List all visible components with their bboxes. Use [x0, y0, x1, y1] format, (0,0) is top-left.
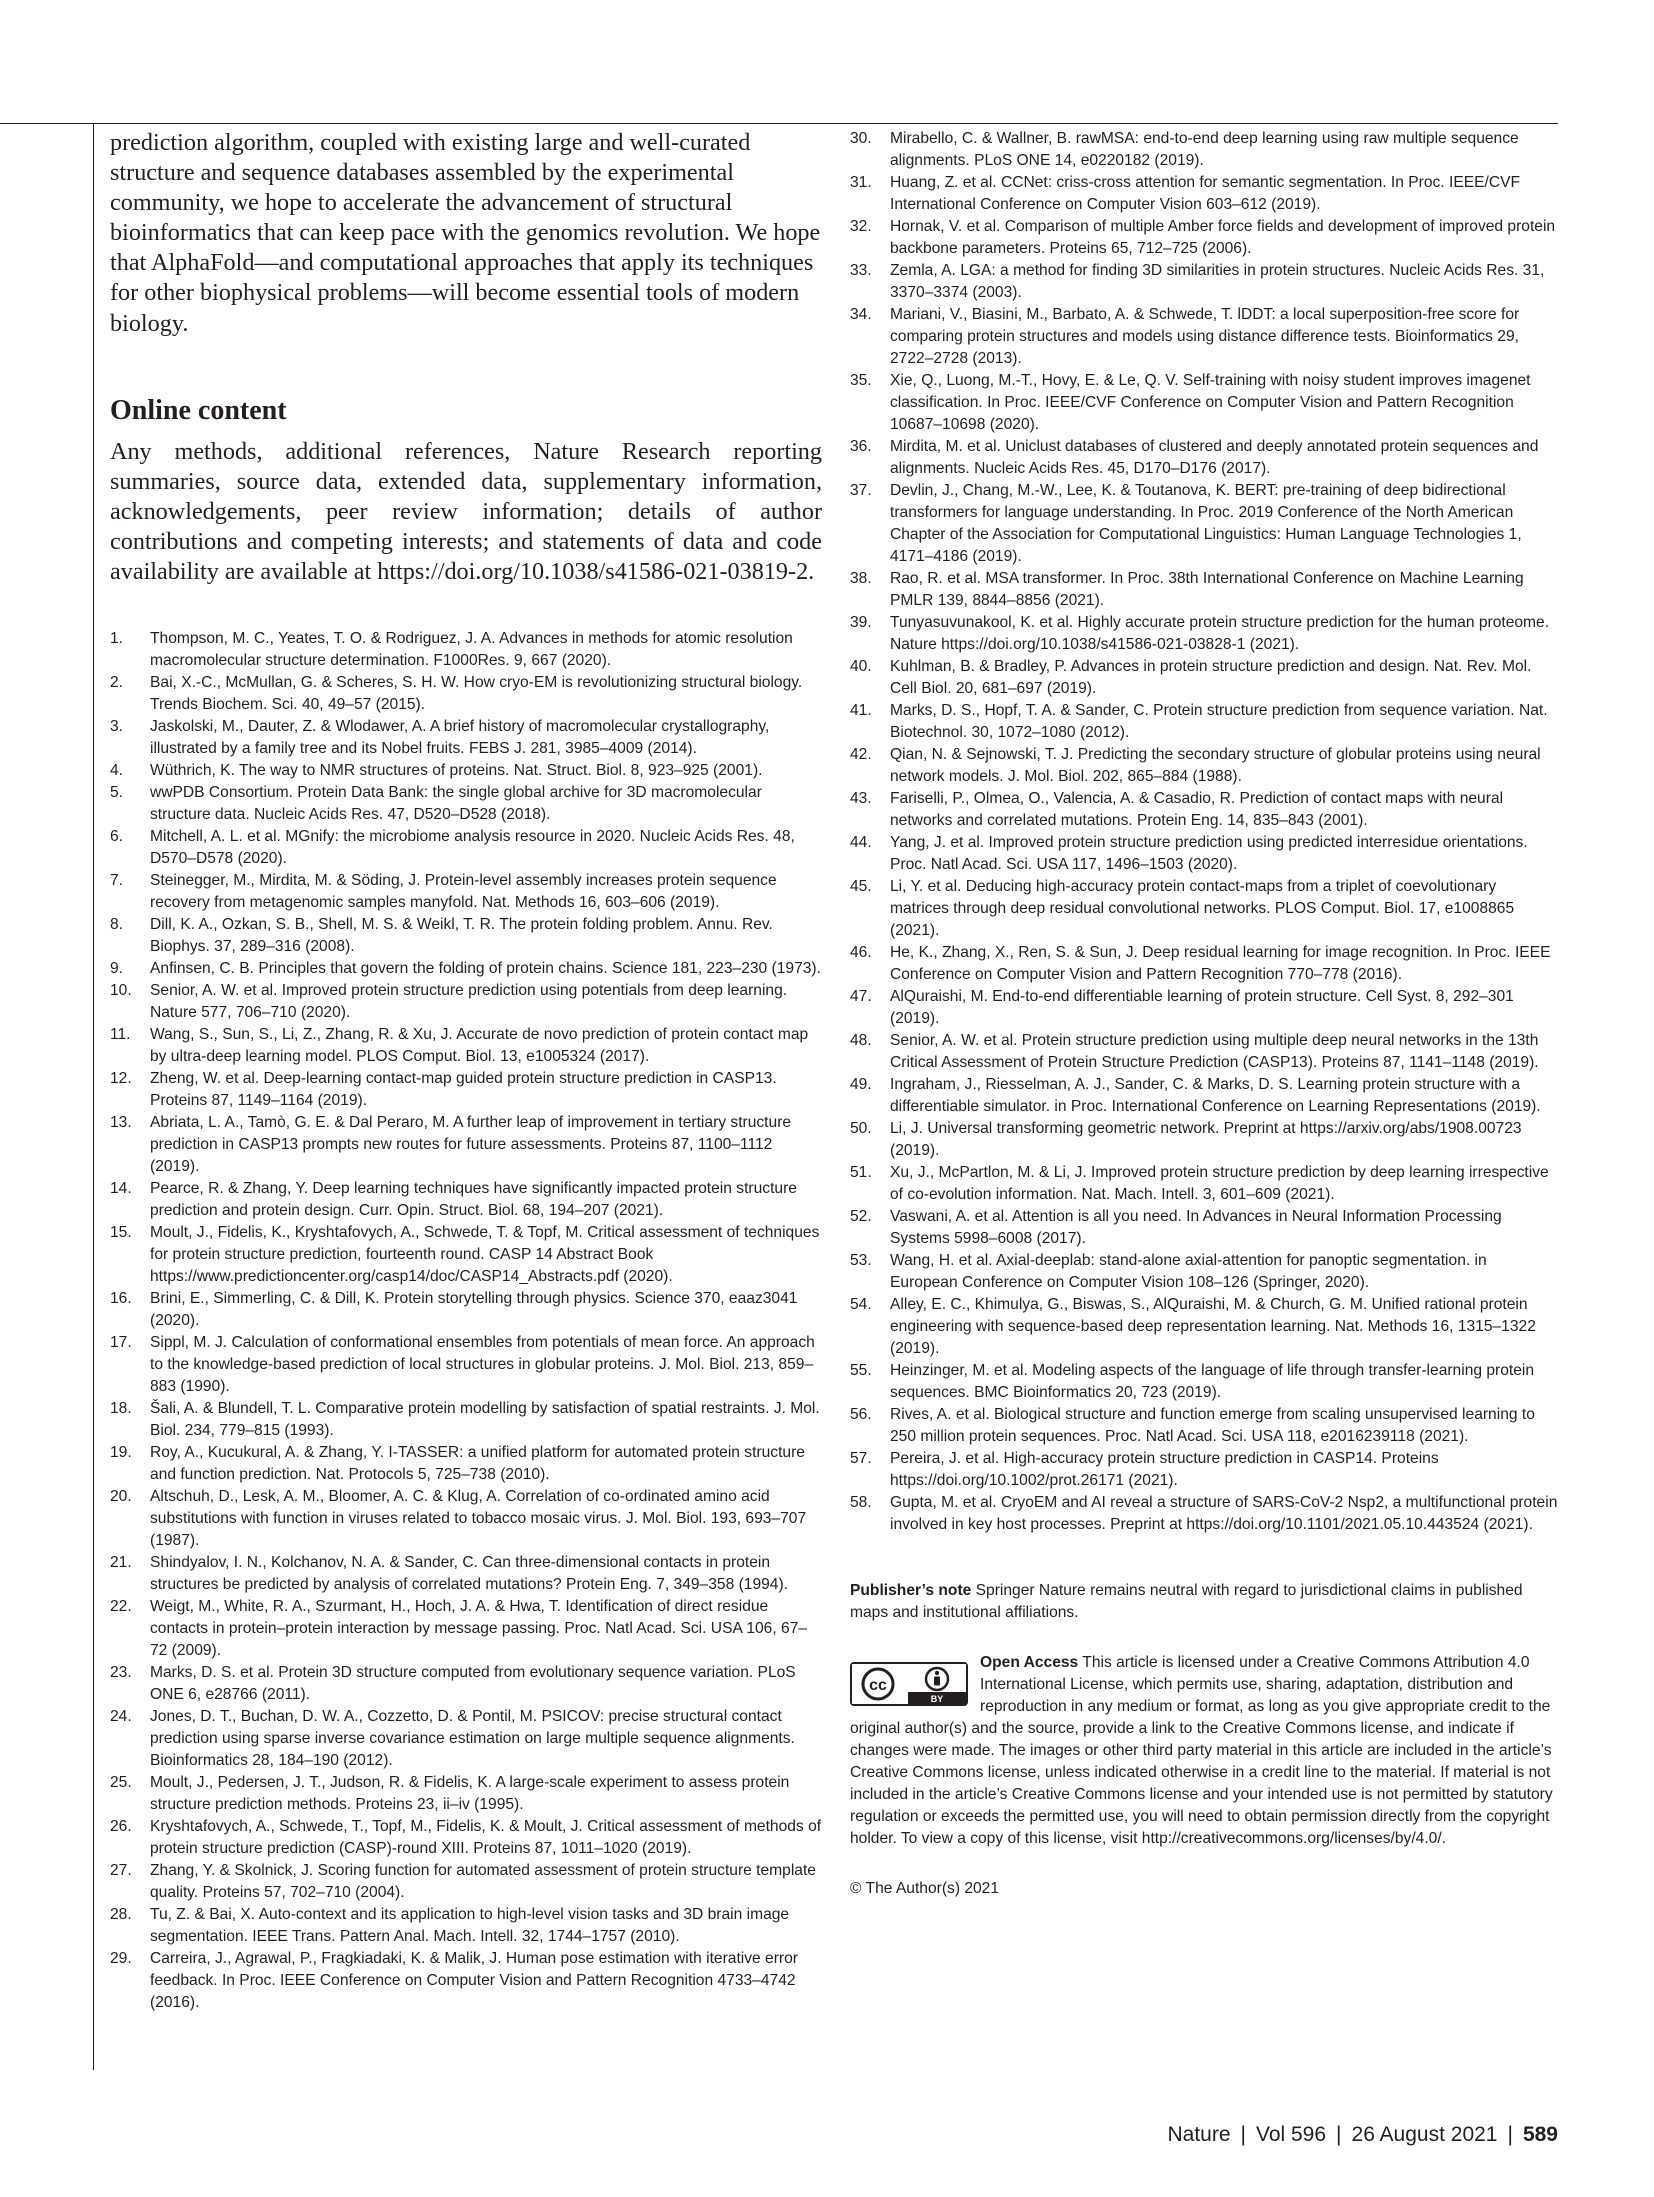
reference-item — [110, 1332, 822, 1398]
reference-item — [110, 870, 822, 914]
reference-text: Hornak, V. et al. Comparison of multiple Amber force fields and development of improved protein backbone parameters. Proteins 65, 712–725 (2006). — [890, 218, 1556, 257]
reference-text: Zemla, A. LGA: a method for finding 3D similarities in protein structures. Nucleic Acids Res. 31, 3370–3374 (2003). — [890, 262, 1545, 301]
reference-item — [850, 1404, 1558, 1448]
reference-text: Mirdita, M. et al. Uniclust databases of clustered and deeply annotated protein sequences and alignments. Nucleic Acids Res. 45, D170–D176 (2017). — [890, 438, 1539, 477]
reference-item — [850, 568, 1558, 612]
reference-item — [110, 1486, 822, 1552]
reference-number: 14. — [110, 1180, 132, 1198]
reference-text: Moult, J., Pedersen, J. T., Judson, R. & Fidelis, K. A large-scale experiment to assess protein structure prediction methods. Proteins 23, ii–iv (1995). — [150, 1774, 790, 1814]
reference-item — [110, 958, 822, 980]
reference-text: Zheng, W. et al. Deep-learning contact-map guided protein structure prediction in CASP13. Proteins 87, 1149–1164 (2019). — [150, 1070, 777, 1110]
reference-item — [850, 216, 1558, 260]
reference-item — [850, 1206, 1558, 1250]
reference-number: 58. — [850, 1494, 872, 1511]
reference-number: 25. — [110, 1774, 132, 1792]
reference-text: Qian, N. & Sejnowski, T. J. Predicting the secondary structure of globular proteins using neural network models. J. Mol. Biol. 202, 865–884 (1988). — [890, 746, 1541, 785]
reference-number: 8. — [110, 916, 124, 934]
reference-number: 53. — [850, 1252, 872, 1269]
reference-number: 19. — [110, 1444, 132, 1462]
reference-number: 55. — [850, 1362, 872, 1379]
reference-list-left — [110, 628, 822, 2014]
reference-item — [850, 172, 1558, 216]
reference-number: 31. — [850, 174, 872, 191]
reference-item — [850, 370, 1558, 436]
reference-item — [110, 1288, 822, 1332]
reference-number: 49. — [850, 1076, 872, 1093]
reference-item — [850, 612, 1558, 656]
reference-text: Tunyasuvunakool, K. et al. Highly accurate protein structure prediction for the human proteome. Nature https://doi.org/10.1038/s41586-021-03828-1 (2021). — [890, 614, 1550, 653]
reference-item — [850, 1360, 1558, 1404]
reference-text: Sippl, M. J. Calculation of conformational ensembles from potentials of mean force. An approach to the knowledge-based prediction of local structures in globular proteins. J. Mol. Biol. 213, 859–883 (1990). — [150, 1334, 815, 1396]
reference-number: 10. — [110, 982, 132, 1000]
reference-text: Dill, K. A., Ozkan, S. B., Shell, M. S. & Weikl, T. R. The protein folding problem. Annu. Rev. Biophys. 37, 289–316 (2008). — [150, 916, 773, 956]
reference-text: Senior, A. W. et al. Protein structure prediction using multiple deep neural networks in the 13th Critical Assessment of Protein Structure Prediction (CASP13). Proteins 87, 1141–1148 (2019). — [890, 1032, 1539, 1071]
reference-text: Yang, J. et al. Improved protein structure prediction using predicted interresidue orientations. Proc. Natl Acad. Sci. USA 117, 1496–1503 (2020). — [890, 834, 1528, 873]
footer-page-number: 589 — [1522, 2123, 1558, 2146]
reference-item — [110, 826, 822, 870]
open-access-label: Open Access — [980, 1654, 1079, 1671]
reference-number: 24. — [110, 1708, 132, 1726]
reference-number: 18. — [110, 1400, 132, 1418]
reference-text: Marks, D. S. et al. Protein 3D structure computed from evolutionary sequence variation. PLoS ONE 6, e28766 (2011). — [150, 1664, 796, 1704]
reference-text: Weigt, M., White, R. A., Szurmant, H., Hoch, J. A. & Hwa, T. Identification of direct residue contacts in protein–protein interaction by message passing. Proc. Natl Acad. Sci. USA 106, 67–72 (2009). — [150, 1598, 808, 1660]
reference-text: Li, Y. et al. Deducing high-accuracy protein contact-maps from a triplet of coevolutionary matrices through deep residual convolutional networks. PLOS Comput. Biol. 17, e1008865 (2021). — [890, 878, 1515, 939]
footer-separator: | — [1336, 2123, 1342, 2146]
reference-text: Heinzinger, M. et al. Modeling aspects of the language of life through transfer-learning protein sequences. BMC Bioinformatics 20, 723 (2019). — [890, 1362, 1535, 1401]
reference-item — [850, 1162, 1558, 1206]
reference-text: Thompson, M. C., Yeates, T. O. & Rodriguez, J. A. Advances in methods for atomic resolution macromolecular structure determination. F1000Res. 9, 667 (2020). — [150, 630, 793, 670]
reference-text: Alley, E. C., Khimulya, G., Biswas, S., AlQuraishi, M. & Church, G. M. Unified rational protein engineering with sequence-based deep representation learning. Nat. Methods 16, 1315–1322 (2019). — [890, 1296, 1536, 1357]
cc-by-license-icon[interactable] — [850, 1662, 968, 1706]
reference-text: Gupta, M. et al. CryoEM and AI reveal a structure of SARS-CoV-2 Nsp2, a multifunctional protein involved in key host processes. Preprint at https://doi.org/10.1101/2021.05.10.443524 (2021). — [890, 1494, 1558, 1533]
reference-text: Zhang, Y. & Skolnick, J. Scoring function for automated assessment of protein structure template quality. Proteins 57, 702–710 (2004). — [150, 1862, 816, 1902]
reference-text: wwPDB Consortium. Protein Data Bank: the single global archive for 3D macromolecular structure data. Nucleic Acids Res. 47, D520–D528 (2018). — [150, 784, 762, 824]
footer-journal: Nature — [1167, 2123, 1231, 2146]
reference-number: 33. — [850, 262, 872, 279]
reference-item — [850, 480, 1558, 568]
reference-item — [850, 1030, 1558, 1074]
reference-number: 6. — [110, 828, 124, 846]
open-access-text: This article is licensed under a Creative Commons Attribution 4.0 International License, which permits use, sharing, adaptation, distribution and reproduction in any medium or format, as long as you give appropriate credit to the original author(s) and the source, provide a link to the Creative Commons license, and indicate if changes were made. The images or other third party material in this article are included in the article’s Creative Commons license, unless indicated otherwise in a credit line to the material. If material is not included in the article’s Creative Commons license and your intended use is not permitted by statutory regulation or exceeds the permitted use, you will need to obtain permission directly from the copyright holder. To view a copy of this license, visit http://creativecommons.org/licenses/by/4.0/. — [850, 1654, 1553, 1847]
reference-text: Rives, A. et al. Biological structure and function emerge from scaling unsupervised learning to 250 million protein sequences. Proc. Natl Acad. Sci. USA 118, e2016239118 (2021). — [890, 1406, 1535, 1445]
reference-item — [110, 1662, 822, 1706]
reference-number: 48. — [850, 1032, 872, 1049]
reference-item — [110, 1948, 822, 2014]
reference-number: 42. — [850, 746, 872, 763]
reference-text: Brini, E., Simmerling, C. & Dill, K. Protein storytelling through physics. Science 370, eaaz3041 (2020). — [150, 1290, 798, 1330]
reference-number: 47. — [850, 988, 872, 1005]
publishers-note-label: Publisher’s note — [850, 1582, 972, 1599]
reference-number: 17. — [110, 1334, 132, 1352]
reference-number: 26. — [110, 1818, 132, 1836]
reference-text: Wang, S., Sun, S., Li, Z., Zhang, R. & Xu, J. Accurate de novo prediction of protein contact map by ultra-deep learning model. PLOS Comput. Biol. 13, e1005324 (2017). — [150, 1026, 809, 1066]
reference-number: 46. — [850, 944, 872, 961]
reference-text: Abriata, L. A., Tamò, G. E. & Dal Peraro, M. A further leap of improvement in tertiary structure prediction in CASP13 prompts new routes for future assessments. Proteins 87, 1100–1112 (2019). — [150, 1114, 792, 1176]
reference-item — [850, 942, 1558, 986]
reference-number: 37. — [850, 482, 872, 499]
reference-number: 13. — [110, 1114, 132, 1132]
by-label: BY — [930, 1694, 944, 1704]
reference-item — [110, 1068, 822, 1112]
reference-item — [110, 1442, 822, 1486]
reference-item — [850, 304, 1558, 370]
reference-item — [110, 716, 822, 760]
reference-list-right — [850, 128, 1558, 1536]
reference-item — [850, 1448, 1558, 1492]
reference-item — [110, 628, 822, 672]
reference-text: Roy, A., Kucukural, A. & Zhang, Y. I-TASSER: a unified platform for automated protein structure and function prediction. Nat. Protocols 5, 725–738 (2010). — [150, 1444, 805, 1484]
reference-number: 7. — [110, 872, 124, 890]
reference-item — [110, 1772, 822, 1816]
reference-item — [850, 700, 1558, 744]
reference-text: Li, J. Universal transforming geometric network. Preprint at https://arxiv.org/abs/1908.00723 (2019). — [890, 1120, 1522, 1159]
reference-number: 30. — [850, 130, 872, 147]
reference-text: Carreira, J., Agrawal, P., Fragkiadaki, K. & Malik, J. Human pose estimation with iterative error feedback. In Proc. IEEE Conference on Computer Vision and Pattern Recognition 4733–4742 (2016). — [150, 1950, 798, 2012]
reference-number: 34. — [850, 306, 872, 323]
reference-number: 50. — [850, 1120, 872, 1137]
reference-item — [110, 1706, 822, 1772]
reference-item — [110, 1024, 822, 1068]
reference-number: 35. — [850, 372, 872, 389]
reference-text: AlQuraishi, M. End-to-end differentiable learning of protein structure. Cell Syst. 8, 292–301 (2019). — [890, 988, 1514, 1027]
reference-number: 32. — [850, 218, 872, 235]
reference-number: 56. — [850, 1406, 872, 1423]
reference-number: 16. — [110, 1290, 132, 1308]
reference-number: 54. — [850, 1296, 872, 1313]
reference-number: 45. — [850, 878, 872, 895]
reference-text: Bai, X.-C., McMullan, G. & Scheres, S. H. W. How cryo-EM is revolutionizing structural biology. Trends Biochem. Sci. 40, 49–57 (2015). — [150, 674, 803, 714]
reference-number: 28. — [110, 1906, 132, 1924]
reference-text: Wang, H. et al. Axial-deeplab: stand-alone axial-attention for panoptic segmentation. in European Conference on Computer Vision 108–126 (Springer, 2020). — [890, 1252, 1487, 1291]
reference-number: 21. — [110, 1554, 132, 1572]
reference-text: Mirabello, C. & Wallner, B. rawMSA: end-to-end deep learning using raw multiple sequence alignments. PLoS ONE 14, e0220182 (2019). — [890, 130, 1519, 169]
left-column — [110, 128, 822, 2014]
reference-text: Tu, Z. & Bai, X. Auto-context and its application to high-level vision tasks and 3D brain image segmentation. IEEE Trans. Pattern Anal. Mach. Intell. 32, 1744–1757 (2010). — [150, 1906, 790, 1946]
cc-label: cc — [869, 1677, 887, 1694]
reference-item — [110, 1222, 822, 1288]
reference-item — [850, 1250, 1558, 1294]
reference-number: 52. — [850, 1208, 872, 1225]
page-footer — [1167, 2122, 1558, 2148]
reference-text: Ingraham, J., Riesselman, A. J., Sander, C. & Marks, D. S. Learning protein structure with a differentiable simulator. in Proc. International Conference on Learning Representations (2019). — [890, 1076, 1541, 1115]
reference-text: Jones, D. T., Buchan, D. W. A., Cozzetto, D. & Pontil, M. PSICOV: precise structural contact prediction using sparse inverse covariance estimation on large multiple sequence alignments. Bioinformatics 28, 184–190 (2012). — [150, 1708, 795, 1770]
reference-item — [850, 744, 1558, 788]
reference-text: Fariselli, P., Olmea, O., Valencia, A. & Casadio, R. Prediction of contact maps with neural networks and correlated mutations. Protein Eng. 14, 835–843 (2001). — [890, 790, 1504, 829]
reference-item — [110, 1178, 822, 1222]
footer-separator: | — [1240, 2123, 1246, 2146]
reference-text: He, K., Zhang, X., Ren, S. & Sun, J. Deep residual learning for image recognition. In Proc. IEEE Conference on Computer Vision and Pattern Recognition 770–778 (2016). — [890, 944, 1551, 983]
reference-item — [850, 876, 1558, 942]
reference-item — [110, 1596, 822, 1662]
reference-item — [850, 986, 1558, 1030]
reference-number: 43. — [850, 790, 872, 807]
reference-item — [850, 436, 1558, 480]
online-content-heading: Online content — [110, 394, 287, 426]
online-content-text: Any methods, additional references, Nature Research reporting summaries, source data, extended data, supplementary information, acknowledgements, peer review information; details of author contributions and competing interests; and statements of data and code availability are available at https://doi.org/10.1038/s41586-021-03819-2. — [110, 437, 822, 586]
reference-text: Vaswani, A. et al. Attention is all you need. In Advances in Neural Information Processing Systems 5998–6008 (2017). — [890, 1208, 1502, 1247]
reference-number: 3. — [110, 718, 124, 736]
reference-number: 5. — [110, 784, 124, 802]
reference-item — [110, 672, 822, 716]
reference-item — [850, 1294, 1558, 1360]
reference-number: 51. — [850, 1164, 872, 1181]
reference-text: Rao, R. et al. MSA transformer. In Proc. 38th International Conference on Machine Learning PMLR 139, 8844–8856 (2021). — [890, 570, 1524, 609]
reference-text: Devlin, J., Chang, M.-W., Lee, K. & Toutanova, K. BERT: pre-training of deep bidirectional transformers for language understanding. In Proc. 2019 Conference of the North American Chapter of the Association for Computational Linguistics: Human Language Technologies 1, 4171–4186 (2019). — [890, 482, 1522, 565]
reference-text: Anfinsen, C. B. Principles that govern the folding of protein chains. Science 181, 223–230 (1973). — [150, 960, 821, 978]
footer-separator: | — [1507, 2123, 1513, 2146]
margin-rule — [93, 124, 94, 2070]
reference-item — [110, 1860, 822, 1904]
reference-item — [850, 788, 1558, 832]
reference-number: 15. — [110, 1224, 132, 1242]
footer-date: 26 August 2021 — [1351, 2123, 1498, 2146]
intro-paragraph: prediction algorithm, coupled with existing large and well-curated structure and sequence databases assembled by the experimental community, we hope to accelerate the advancement of structural bioinformatics that can keep pace with the genomics revolution. We hope that AlphaFold—and computational approaches that apply its techniques for other biophysical problems—will become essential tools of modern biology. — [110, 129, 821, 337]
publishers-note — [850, 1580, 1558, 1624]
reference-number: 9. — [110, 960, 124, 978]
header-rule — [0, 123, 1558, 124]
reference-number: 20. — [110, 1488, 132, 1506]
reference-text: Kryshtafovych, A., Schwede, T., Topf, M., Fidelis, K. & Moult, J. Critical assessment of methods of protein structure prediction (CASP)-round XIII. Proteins 87, 1011–1020 (2019). — [150, 1818, 822, 1858]
reference-text: Moult, J., Fidelis, K., Kryshtafovych, A., Schwede, T. & Topf, M. Critical assessment of techniques for protein structure prediction, fourteenth round. CASP 14 Abstract Book https://www.predictioncenter.org/casp14/doc/CASP14_Abstracts.pdf (2020). — [150, 1224, 820, 1286]
reference-number: 23. — [110, 1664, 132, 1682]
reference-text: Wüthrich, K. The way to NMR structures of proteins. Nat. Struct. Biol. 8, 923–925 (2001). — [150, 762, 763, 780]
reference-item — [110, 1816, 822, 1860]
reference-text: Xie, Q., Luong, M.-T., Hovy, E. & Le, Q. V. Self-training with noisy student improves imagenet classification. In Proc. IEEE/CVF Conference on Computer Vision and Pattern Recognition 10687–10698 (2020). — [890, 372, 1531, 433]
reference-number: 4. — [110, 762, 124, 780]
reference-item — [850, 1074, 1558, 1118]
reference-text: Kuhlman, B. & Bradley, P. Advances in protein structure prediction and design. Nat. Rev. Mol. Cell Biol. 20, 681–697 (2019). — [890, 658, 1532, 697]
reference-number: 29. — [110, 1950, 132, 1968]
reference-number: 27. — [110, 1862, 132, 1880]
reference-item — [850, 832, 1558, 876]
reference-text: Steinegger, M., Mirdita, M. & Söding, J. Protein-level assembly increases protein sequence recovery from metagenomic samples manyfold. Nat. Methods 16, 603–606 (2019). — [150, 872, 777, 912]
reference-item — [110, 1904, 822, 1948]
reference-number: 38. — [850, 570, 872, 587]
publishers-note-text: Springer Nature remains neutral with regard to jurisdictional claims in published maps and institutional affiliations. — [850, 1582, 1523, 1621]
reference-item — [110, 1112, 822, 1178]
reference-item — [110, 1552, 822, 1596]
reference-item — [110, 782, 822, 826]
reference-text: Mitchell, A. L. et al. MGnify: the microbiome analysis resource in 2020. Nucleic Acids Res. 48, D570–D578 (2020). — [150, 828, 795, 868]
reference-text: Pearce, R. & Zhang, Y. Deep learning techniques have significantly impacted protein structure prediction and protein design. Curr. Opin. Struct. Biol. 68, 194–207 (2021). — [150, 1180, 797, 1220]
reference-number: 1. — [110, 630, 124, 648]
reference-number: 44. — [850, 834, 872, 851]
reference-text: Šali, A. & Blundell, T. L. Comparative protein modelling by satisfaction of spatial restraints. J. Mol. Biol. 234, 779–815 (1993). — [150, 1400, 820, 1440]
reference-item — [850, 656, 1558, 700]
reference-text: Shindyalov, I. N., Kolchanov, N. A. & Sander, C. Can three-dimensional contacts in protein structures be predicted by analysis of correlated mutations? Protein Eng. 7, 349–358 (1994). — [150, 1554, 788, 1594]
reference-number: 39. — [850, 614, 872, 631]
reference-item — [850, 1118, 1558, 1162]
reference-number: 22. — [110, 1598, 132, 1616]
reference-text: Pereira, J. et al. High-accuracy protein structure prediction in CASP14. Proteins https://doi.org/10.1002/prot.26171 (2021). — [890, 1450, 1439, 1489]
reference-text: Senior, A. W. et al. Improved protein structure prediction using potentials from deep learning. Nature 577, 706–710 (2020). — [150, 982, 788, 1022]
reference-number: 12. — [110, 1070, 132, 1088]
reference-item — [850, 1492, 1558, 1536]
reference-item — [850, 128, 1558, 172]
reference-number: 36. — [850, 438, 872, 455]
reference-number: 57. — [850, 1450, 872, 1467]
right-column — [850, 128, 1558, 1900]
reference-text: Jaskolski, M., Dauter, Z. & Wlodawer, A. A brief history of macromolecular crystallography, illustrated by a family tree and its Nobel fruits. FEBS J. 281, 3985–4009 (2014). — [150, 718, 770, 758]
open-access-block — [850, 1652, 1558, 1850]
reference-item — [850, 260, 1558, 304]
reference-item — [110, 914, 822, 958]
reference-text: Xu, J., McPartlon, M. & Li, J. Improved protein structure prediction by deep learning irrespective of co-evolution information. Nat. Mach. Intell. 3, 601–609 (2021). — [890, 1164, 1549, 1203]
reference-number: 41. — [850, 702, 872, 719]
reference-text: Marks, D. S., Hopf, T. A. & Sander, C. Protein structure prediction from sequence variation. Nat. Biotechnol. 30, 1072–1080 (2012). — [890, 702, 1548, 741]
reference-item — [110, 760, 822, 782]
reference-number: 40. — [850, 658, 872, 675]
reference-number: 11. — [110, 1026, 131, 1044]
copyright-notice: © The Author(s) 2021 — [850, 1880, 1000, 1897]
reference-number: 2. — [110, 674, 124, 692]
reference-item — [110, 980, 822, 1024]
reference-text: Mariani, V., Biasini, M., Barbato, A. & Schwede, T. lDDT: a local superposition-free score for comparing protein structures and models using distance difference tests. Bioinformatics 29, 2722–2728 (2013). — [890, 306, 1520, 367]
reference-text: Altschuh, D., Lesk, A. M., Bloomer, A. C. & Klug, A. Correlation of co-ordinated amino acid substitutions with function in viruses related to tobacco mosaic virus. J. Mol. Biol. 193, 693–707 (1987). — [150, 1488, 807, 1550]
reference-text: Huang, Z. et al. CCNet: criss-cross attention for semantic segmentation. In Proc. IEEE/CVF International Conference on Computer Vision 603–612 (2019). — [890, 174, 1521, 213]
footer-volume: Vol 596 — [1255, 2123, 1327, 2146]
reference-item — [110, 1398, 822, 1442]
